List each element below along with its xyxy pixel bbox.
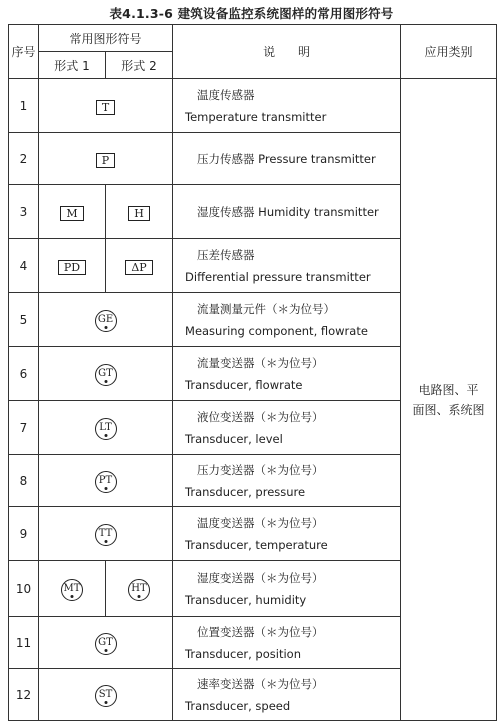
table-row bbox=[9, 79, 497, 133]
description-en: Transducer, pressure bbox=[185, 484, 306, 499]
symbol-icon: GT bbox=[95, 633, 117, 655]
symbol-icon: PT bbox=[95, 471, 117, 493]
symbol-icon: T bbox=[96, 100, 115, 115]
symbol-form1 bbox=[39, 507, 173, 561]
symbol-form1 bbox=[39, 239, 106, 293]
symbol-form1 bbox=[39, 617, 173, 669]
row-number: 2 bbox=[9, 133, 39, 185]
row-number: 7 bbox=[9, 401, 39, 455]
description-en: Transducer, humidity bbox=[185, 592, 307, 607]
category-cell bbox=[401, 79, 497, 721]
header-category: 应用类别 bbox=[401, 25, 497, 79]
symbol-form1 bbox=[39, 133, 173, 185]
row-description bbox=[173, 561, 401, 617]
header-form1: 形式 1 bbox=[39, 52, 106, 79]
row-number: 1 bbox=[9, 79, 39, 133]
row-number: 11 bbox=[9, 617, 39, 669]
row-description bbox=[173, 293, 401, 347]
description-cn: 液位变送器（＊为位号） bbox=[197, 409, 324, 424]
row-description bbox=[173, 133, 401, 185]
symbol-form1 bbox=[39, 669, 173, 721]
category-line: 面图、系统图 bbox=[412, 402, 485, 417]
row-number: 10 bbox=[9, 561, 39, 617]
row-number: 3 bbox=[9, 185, 39, 239]
symbol-icon: HT bbox=[128, 579, 150, 601]
symbol-icon: ST bbox=[95, 685, 117, 707]
symbol-form1 bbox=[39, 401, 173, 455]
symbol-form1 bbox=[39, 455, 173, 507]
symbol-form2 bbox=[106, 239, 173, 293]
symbol-icon: M bbox=[60, 206, 83, 221]
row-number: 9 bbox=[9, 507, 39, 561]
description-en: Transducer, position bbox=[185, 646, 301, 661]
symbol-form1 bbox=[39, 561, 106, 617]
row-description bbox=[173, 507, 401, 561]
description-cn: 速率变送器（＊为位号） bbox=[197, 676, 324, 691]
symbol-form2 bbox=[106, 185, 173, 239]
header-symbols: 常用图形符号 bbox=[39, 25, 173, 52]
row-description bbox=[173, 401, 401, 455]
description-en: Transducer, speed bbox=[185, 698, 291, 713]
row-number: 5 bbox=[9, 293, 39, 347]
description-en: Differential pressure transmitter bbox=[185, 269, 371, 284]
symbol-icon: TT bbox=[95, 524, 117, 546]
symbol-icon: H bbox=[128, 206, 150, 221]
description-cn: 湿度变送器（＊为位号） bbox=[197, 570, 324, 585]
symbol-icon: GE bbox=[95, 310, 117, 332]
row-number: 4 bbox=[9, 239, 39, 293]
description-cn: 压力变送器（＊为位号） bbox=[197, 462, 324, 477]
symbol-form1 bbox=[39, 293, 173, 347]
description-en: Temperature transmitter bbox=[185, 109, 327, 124]
description-cn: 温度变送器（＊为位号） bbox=[197, 515, 324, 530]
row-number: 6 bbox=[9, 347, 39, 401]
row-number: 12 bbox=[9, 669, 39, 721]
symbol-icon: ΔP bbox=[125, 260, 152, 275]
symbol-icon: P bbox=[96, 153, 115, 168]
description-en: Transducer, flowrate bbox=[185, 377, 303, 392]
description-cn: 压差传感器 bbox=[197, 247, 255, 262]
header-desc: 说 明 bbox=[173, 25, 401, 79]
header-no: 序号 bbox=[9, 25, 39, 79]
row-description bbox=[173, 79, 401, 133]
description-cn: 湿度传感器 Humidity transmitter bbox=[197, 204, 379, 219]
description-cn: 流量测量元件（＊为位号） bbox=[197, 301, 336, 316]
symbol-icon: MT bbox=[61, 579, 83, 601]
row-description bbox=[173, 617, 401, 669]
description-cn: 流量变送器（＊为位号） bbox=[197, 355, 324, 370]
row-number: 8 bbox=[9, 455, 39, 507]
row-description bbox=[173, 239, 401, 293]
symbol-form2 bbox=[106, 561, 173, 617]
symbol-icon: PD bbox=[58, 260, 86, 275]
symbol-icon: LT bbox=[95, 418, 117, 440]
row-description bbox=[173, 347, 401, 401]
table-title: 表4.1.3-6 建筑设备监控系统图样的常用图形符号 bbox=[109, 6, 394, 21]
description-en: Measuring component, flowrate bbox=[185, 323, 368, 338]
description-en: Transducer, temperature bbox=[185, 537, 328, 552]
header-form2: 形式 2 bbox=[106, 52, 173, 79]
row-description bbox=[173, 455, 401, 507]
description-en: Transducer, level bbox=[185, 431, 283, 446]
row-description bbox=[173, 669, 401, 721]
symbol-form1 bbox=[39, 347, 173, 401]
description-cn: 位置变送器（＊为位号） bbox=[197, 624, 324, 639]
symbol-table bbox=[8, 24, 497, 721]
symbol-form1 bbox=[39, 79, 173, 133]
category-line: 电路图、平 bbox=[418, 382, 479, 397]
description-cn: 温度传感器 bbox=[197, 87, 255, 102]
symbol-form1 bbox=[39, 185, 106, 239]
description-cn: 压力传感器 Pressure transmitter bbox=[197, 151, 376, 166]
row-description bbox=[173, 185, 401, 239]
symbol-icon: GT bbox=[95, 364, 117, 386]
